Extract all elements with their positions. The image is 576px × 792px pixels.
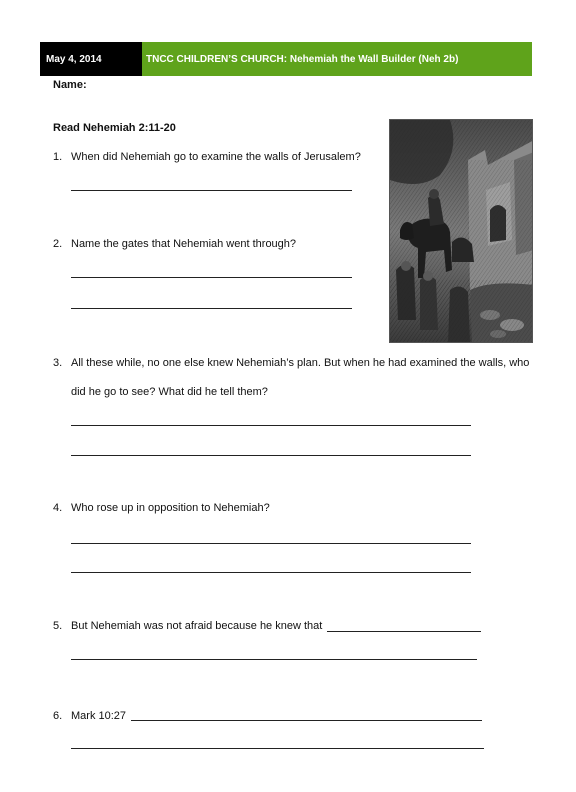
- question-1-text: When did Nehemiah go to examine the walls of Jerusalem?: [71, 151, 361, 163]
- question-4-answer-line-2[interactable]: [71, 572, 471, 573]
- question-4-answer-line-1[interactable]: [71, 543, 471, 544]
- question-3-answer-line-2[interactable]: [71, 455, 471, 456]
- worksheet-header: [40, 42, 532, 76]
- header-title: TNCC CHILDREN’S CHURCH: Nehemiah the Wall Builder (Neh 2b): [142, 42, 532, 76]
- engraving-nehemiah-inspecting-walls-image: [389, 119, 533, 343]
- question-4-text: Who rose up in opposition to Nehemiah?: [71, 502, 270, 514]
- question-6-answer-line[interactable]: [71, 748, 484, 749]
- question-6-inline-blank[interactable]: [131, 720, 482, 721]
- question-6-text: Mark 10:27: [71, 710, 127, 722]
- header-date: May 4, 2014: [40, 42, 142, 76]
- question-2-answer-line-1[interactable]: [71, 277, 352, 278]
- question-3-number: 3.: [53, 357, 63, 369]
- question-1-answer-line[interactable]: [71, 190, 352, 191]
- reading-reference: Read Nehemiah 2:11-20: [53, 122, 176, 134]
- question-5-number: 5.: [53, 620, 63, 632]
- question-1-number: 1.: [53, 151, 63, 163]
- name-label: Name:: [53, 79, 87, 91]
- question-5-answer-line[interactable]: [71, 659, 477, 660]
- question-2-text: Name the gates that Nehemiah went through?: [71, 238, 297, 250]
- question-3-text-line-2: did he go to see? What did he tell them?: [71, 386, 268, 398]
- question-5-inline-blank[interactable]: [327, 631, 481, 632]
- question-4-number: 4.: [53, 502, 63, 514]
- question-3-answer-line-1[interactable]: [71, 425, 471, 426]
- question-6-number: 6.: [53, 710, 63, 722]
- question-3-text-line-1: All these while, no one else knew Nehemiah’s plan. But when he had examined the walls, who: [71, 357, 530, 369]
- question-2-number: 2.: [53, 238, 63, 250]
- question-2-answer-line-2[interactable]: [71, 308, 352, 309]
- question-5-text: But Nehemiah was not afraid because he knew that: [71, 620, 323, 632]
